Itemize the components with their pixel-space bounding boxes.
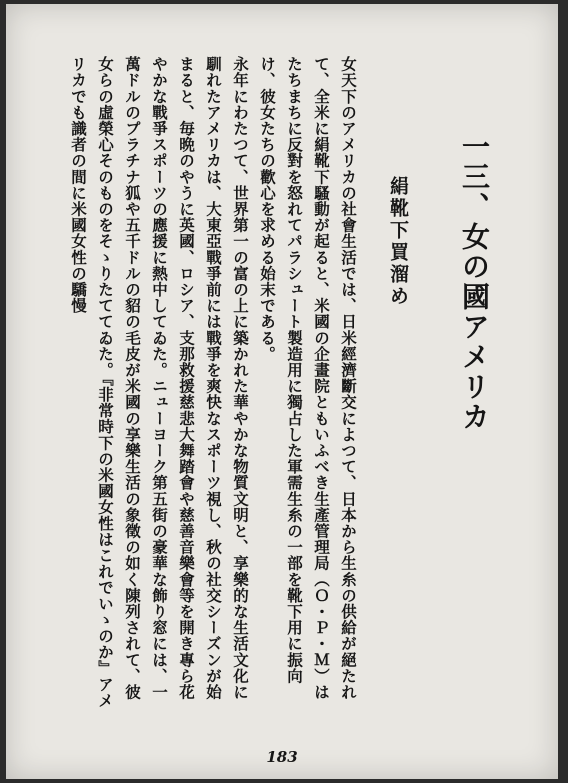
paragraph-1: 女天下のアメリカの社會生活では、日米經濟斷交によつて、日本から生糸の供給が絕たれて、全米に絹靴下騷動が起ると、米國の企畫院ともいふべき生產管理局（Ｏ・Ｐ・Ｍ）はたちまちに反對を怒れてパラシュート製造用に獨占した軍需生糸の一部を靴下用に振向け、彼女たちの歡心を求める始末である。 (258, 56, 358, 700)
section-title: 絹靴下買溜め (387, 176, 409, 308)
body-text (2, 56, 362, 716)
book-page (6, 4, 558, 779)
page-number: 183 (266, 748, 298, 766)
paragraph-2: 永年にわたつて、世界第一の富の上に築かれた華やかな物質文明と、享樂的な生活文化に馴れたアメリカは、大東亞戰爭前には戰爭を爽快なスポーツ視し、秋の社交シーズンが始まると、毎晩のやうに英國、ロシア、支那救援慈悲大舞踏會や慈善音樂會等を開き專ら花やかな戰爭スポーツの應援に熱中してゐた。ニューヨーク第五街の豪華な飾り窓には、一萬ドルのプラチナ狐や五千ドルの貂の毛皮が米國の享樂生活の象徵の如く陳列されて、彼女らの虛榮心そのものをそゝりたててゐた。『非常時下の米國女性はこれでいゝのか』アメリカでも識者の間に米國女性の驕慢 (69, 56, 250, 709)
chapter-title: 一三、女の國アメリカ (458, 132, 491, 432)
